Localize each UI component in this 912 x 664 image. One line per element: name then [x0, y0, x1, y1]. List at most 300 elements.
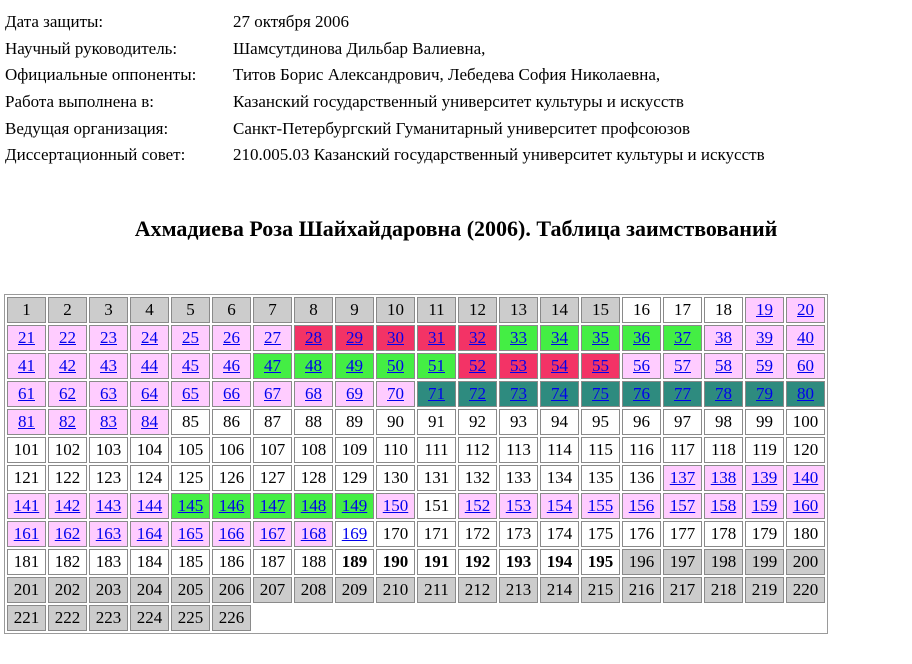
page-cell: 170	[376, 521, 415, 547]
page-cell: 119	[745, 437, 784, 463]
page-cell	[294, 325, 333, 351]
page-link[interactable]: 82	[59, 412, 76, 431]
page-link[interactable]: 143	[95, 496, 122, 515]
page-cell	[212, 521, 251, 547]
page-cell	[417, 353, 456, 379]
page-link[interactable]: 71	[428, 384, 445, 403]
page-cell	[294, 521, 333, 547]
page-cell: 1	[7, 297, 46, 323]
page-cell: 108	[294, 437, 333, 463]
page-cell: 175	[581, 521, 620, 547]
page-cell: 16	[622, 297, 661, 323]
page-cell: 114	[540, 437, 579, 463]
page-cell	[499, 381, 538, 407]
page-cell: 10	[376, 297, 415, 323]
page-cell	[171, 325, 210, 351]
page-link[interactable]: 55	[592, 356, 609, 375]
page-link[interactable]: 152	[464, 496, 491, 515]
page-cell: 98	[704, 409, 743, 435]
page-cell: 187	[253, 549, 292, 575]
page-link[interactable]: 72	[469, 384, 486, 403]
page-link[interactable]: 59	[756, 356, 773, 375]
page-link[interactable]: 44	[141, 356, 158, 375]
page-link[interactable]: 20	[797, 300, 814, 319]
page-cell	[417, 381, 456, 407]
page-link[interactable]: 31	[428, 328, 445, 347]
page-link[interactable]: 57	[674, 356, 691, 375]
page-link[interactable]: 76	[633, 384, 650, 403]
page-link[interactable]: 24	[141, 328, 158, 347]
page-cell: 87	[253, 409, 292, 435]
page-link[interactable]: 78	[715, 384, 732, 403]
page-cell	[458, 353, 497, 379]
page-cell	[786, 381, 825, 407]
page-cell	[581, 381, 620, 407]
page-link[interactable]: 19	[756, 300, 773, 319]
page-cell: 105	[171, 437, 210, 463]
page-cell: 205	[171, 577, 210, 603]
page-link[interactable]: 74	[551, 384, 568, 403]
page-cell: 220	[786, 577, 825, 603]
page-link[interactable]: 52	[469, 356, 486, 375]
page-cell	[130, 521, 169, 547]
page-link[interactable]: 164	[136, 524, 163, 543]
page-link[interactable]: 137	[669, 468, 696, 487]
page-link[interactable]: 35	[592, 328, 609, 347]
info-value: 210.005.03 Казанский государственный университет культуры и искусств	[233, 145, 765, 165]
page-link[interactable]: 169	[341, 524, 368, 543]
page-cell: 174	[540, 521, 579, 547]
page-cell	[89, 381, 128, 407]
page-cell	[335, 521, 374, 547]
page-link[interactable]: 48	[305, 356, 322, 375]
page-cell: 118	[704, 437, 743, 463]
page-title: Ахмадиева Роза Шайхайдаровна (2006). Таблица заимствований	[134, 216, 778, 241]
table-row	[7, 465, 825, 491]
page-link[interactable]: 145	[177, 496, 204, 515]
page-link[interactable]: 65	[182, 384, 199, 403]
page-cell	[745, 381, 784, 407]
page-cell: 2	[48, 297, 87, 323]
page-cell	[253, 493, 292, 519]
page-cell: 221	[7, 605, 46, 631]
table-row	[7, 325, 825, 351]
page-cell: 208	[294, 577, 333, 603]
info-row	[5, 89, 765, 116]
page-cell: 110	[376, 437, 415, 463]
page-cell: 12	[458, 297, 497, 323]
page-cell: 206	[212, 577, 251, 603]
page-link[interactable]: 25	[182, 328, 199, 347]
page-cell: 88	[294, 409, 333, 435]
page-cell: 17	[663, 297, 702, 323]
page-cell: 133	[499, 465, 538, 491]
page-cell: 13	[499, 297, 538, 323]
page-cell: 219	[745, 577, 784, 603]
page-cell: 193	[499, 549, 538, 575]
page-link[interactable]: 34	[551, 328, 568, 347]
page-cell: 111	[417, 437, 456, 463]
page-link[interactable]: 161	[13, 524, 40, 543]
page-cell	[622, 381, 661, 407]
page-cell: 198	[704, 549, 743, 575]
page-cell: 134	[540, 465, 579, 491]
page-cell	[663, 325, 702, 351]
page-link[interactable]: 42	[59, 356, 76, 375]
page-cell	[130, 381, 169, 407]
page-cell: 172	[458, 521, 497, 547]
page-cell: 204	[130, 577, 169, 603]
page-link[interactable]: 138	[710, 468, 737, 487]
page-link[interactable]: 29	[346, 328, 363, 347]
page-cell	[212, 325, 251, 351]
page-cell: 106	[212, 437, 251, 463]
info-label: Научный руководитель:	[5, 38, 178, 58]
info-value: Казанский государственный университет культуры и искусств	[233, 92, 684, 112]
page-link[interactable]: 81	[18, 412, 35, 431]
page-cell	[89, 409, 128, 435]
page-cell	[540, 381, 579, 407]
page-cell	[89, 353, 128, 379]
table-row	[7, 577, 825, 603]
page-link[interactable]: 168	[300, 524, 327, 543]
page-cell	[7, 521, 46, 547]
borrowing-table	[4, 294, 828, 634]
table-row	[7, 521, 825, 547]
table-row	[7, 297, 825, 323]
page-cell	[622, 493, 661, 519]
page-cell: 200	[786, 549, 825, 575]
page-link[interactable]: 41	[18, 356, 35, 375]
table-row	[7, 381, 825, 407]
page-cell: 96	[622, 409, 661, 435]
page-cell	[499, 353, 538, 379]
page-link[interactable]: 159	[751, 496, 778, 515]
page-cell: 207	[253, 577, 292, 603]
page-cell: 189	[335, 549, 374, 575]
page-link[interactable]: 39	[756, 328, 773, 347]
page-link[interactable]: 166	[218, 524, 245, 543]
page-cell: 188	[294, 549, 333, 575]
page-cell: 5	[171, 297, 210, 323]
page-cell	[294, 493, 333, 519]
page-link[interactable]: 40	[797, 328, 814, 347]
page-cell: 210	[376, 577, 415, 603]
page-cell: 212	[458, 577, 497, 603]
page-cell: 214	[540, 577, 579, 603]
page-cell	[130, 325, 169, 351]
page-cell	[89, 493, 128, 519]
table-row	[7, 605, 825, 631]
page-cell: 130	[376, 465, 415, 491]
table-row	[7, 409, 825, 435]
page-cell: 129	[335, 465, 374, 491]
dissertation-info	[5, 9, 765, 169]
page-cell: 113	[499, 437, 538, 463]
page-link[interactable]: 150	[382, 496, 409, 515]
page-cell	[745, 325, 784, 351]
table-row	[7, 549, 825, 575]
page-cell: 182	[48, 549, 87, 575]
page-link[interactable]: 165	[177, 524, 204, 543]
page-cell: 178	[704, 521, 743, 547]
page-cell	[581, 325, 620, 351]
page-cell	[458, 493, 497, 519]
page-cell	[376, 381, 415, 407]
page-cell: 103	[89, 437, 128, 463]
page-cell: 192	[458, 549, 497, 575]
page-link[interactable]: 58	[715, 356, 732, 375]
page-link[interactable]: 156	[628, 496, 655, 515]
page-cell	[335, 381, 374, 407]
page-link[interactable]: 53	[510, 356, 527, 375]
page-link[interactable]: 141	[13, 496, 40, 515]
page-cell	[499, 325, 538, 351]
page-cell	[704, 381, 743, 407]
info-value: Титов Борис Александрович, Лебедева София Николаевна,	[233, 65, 661, 85]
page-link[interactable]: 28	[305, 328, 322, 347]
page-link[interactable]: 147	[259, 496, 286, 515]
table-row	[7, 353, 825, 379]
page-cell: 194	[540, 549, 579, 575]
page-link[interactable]: 157	[669, 496, 696, 515]
page-cell	[786, 493, 825, 519]
page-link[interactable]: 62	[59, 384, 76, 403]
page-cell: 128	[294, 465, 333, 491]
page-cell: 4	[130, 297, 169, 323]
page-cell: 120	[786, 437, 825, 463]
page-cell: 116	[622, 437, 661, 463]
info-row	[5, 115, 765, 142]
page-link[interactable]: 83	[100, 412, 117, 431]
page-cell	[171, 521, 210, 547]
page-cell	[253, 325, 292, 351]
page-cell: 102	[48, 437, 87, 463]
page-cell: 209	[335, 577, 374, 603]
page-cell	[212, 493, 251, 519]
page-cell: 104	[130, 437, 169, 463]
page-link[interactable]: 139	[751, 468, 778, 487]
page-link[interactable]: 26	[223, 328, 240, 347]
page-cell: 217	[663, 577, 702, 603]
page-link[interactable]: 46	[223, 356, 240, 375]
page-cell	[130, 353, 169, 379]
page-cell: 109	[335, 437, 374, 463]
page-link[interactable]: 80	[797, 384, 814, 403]
page-cell	[540, 493, 579, 519]
page-cell	[171, 353, 210, 379]
page-cell	[704, 493, 743, 519]
info-label: Дата защиты:	[5, 12, 104, 32]
page-link[interactable]: 163	[95, 524, 122, 543]
page-cell: 8	[294, 297, 333, 323]
page-link[interactable]: 38	[715, 328, 732, 347]
page-link[interactable]: 84	[141, 412, 158, 431]
page-link[interactable]: 47	[264, 356, 281, 375]
page-link[interactable]: 37	[674, 328, 691, 347]
page-cell	[663, 493, 702, 519]
page-link[interactable]: 144	[136, 496, 163, 515]
page-link[interactable]: 22	[59, 328, 76, 347]
page-link[interactable]: 155	[587, 496, 614, 515]
page-cell: 186	[212, 549, 251, 575]
info-value: Шамсутдинова Дильбар Валиевна,	[233, 38, 486, 58]
page-link[interactable]: 67	[264, 384, 281, 403]
page-link[interactable]: 56	[633, 356, 650, 375]
page-cell: 15	[581, 297, 620, 323]
page-link[interactable]: 66	[223, 384, 240, 403]
page-cell	[212, 381, 251, 407]
page-link[interactable]: 32	[469, 328, 486, 347]
page-cell: 7	[253, 297, 292, 323]
page-link[interactable]: 75	[592, 384, 609, 403]
page-cell: 89	[335, 409, 374, 435]
page-cell: 216	[622, 577, 661, 603]
page-cell: 117	[663, 437, 702, 463]
page-cell	[704, 325, 743, 351]
page-cell: 185	[171, 549, 210, 575]
page-link[interactable]: 154	[546, 496, 573, 515]
page-link[interactable]: 77	[674, 384, 691, 403]
page-link[interactable]: 33	[510, 328, 527, 347]
page-link[interactable]: 148	[300, 496, 327, 515]
info-value: 27 октября 2006	[233, 12, 350, 32]
page-cell	[48, 493, 87, 519]
page-cell	[663, 381, 702, 407]
page-link[interactable]: 21	[18, 328, 35, 347]
page-cell	[786, 297, 825, 323]
page-cell: 179	[745, 521, 784, 547]
page-cell	[417, 325, 456, 351]
page-cell: 91	[417, 409, 456, 435]
page-cell: 201	[7, 577, 46, 603]
page-link[interactable]: 61	[18, 384, 35, 403]
page-link[interactable]: 153	[505, 496, 532, 515]
page-cell	[48, 325, 87, 351]
page-cell: 127	[253, 465, 292, 491]
page-link[interactable]: 54	[551, 356, 568, 375]
page-cell: 124	[130, 465, 169, 491]
page-link[interactable]: 162	[54, 524, 81, 543]
page-cell: 125	[171, 465, 210, 491]
page-link[interactable]: 73	[510, 384, 527, 403]
page-link[interactable]: 146	[218, 496, 245, 515]
page-cell: 222	[48, 605, 87, 631]
page-cell	[7, 493, 46, 519]
info-row	[5, 9, 765, 36]
page-cell: 11	[417, 297, 456, 323]
page-cell	[704, 465, 743, 491]
page-cell: 9	[335, 297, 374, 323]
info-label: Работа выполнена в:	[5, 92, 154, 112]
info-row	[5, 36, 765, 63]
page-link[interactable]: 23	[100, 328, 117, 347]
page-link[interactable]: 68	[305, 384, 322, 403]
page-link[interactable]: 60	[797, 356, 814, 375]
page-cell	[89, 325, 128, 351]
page-cell: 18	[704, 297, 743, 323]
page-link[interactable]: 64	[141, 384, 158, 403]
page-cell	[48, 521, 87, 547]
info-label: Официальные оппоненты:	[5, 65, 197, 85]
page-link[interactable]: 158	[710, 496, 737, 515]
page-cell: 195	[581, 549, 620, 575]
page-link[interactable]: 27	[264, 328, 281, 347]
page-link[interactable]: 36	[633, 328, 650, 347]
page-cell	[581, 353, 620, 379]
page-cell: 215	[581, 577, 620, 603]
page-link[interactable]: 79	[756, 384, 773, 403]
page-cell: 197	[663, 549, 702, 575]
page-cell: 86	[212, 409, 251, 435]
page-cell	[786, 465, 825, 491]
page-cell: 122	[48, 465, 87, 491]
page-link[interactable]: 63	[100, 384, 117, 403]
page-cell: 213	[499, 577, 538, 603]
page-cell: 6	[212, 297, 251, 323]
page-cell: 184	[130, 549, 169, 575]
page-cell	[89, 521, 128, 547]
page-cell: 202	[48, 577, 87, 603]
page-cell: 173	[499, 521, 538, 547]
page-cell	[130, 493, 169, 519]
info-row	[5, 142, 765, 169]
page-link[interactable]: 142	[54, 496, 81, 515]
page-cell	[335, 353, 374, 379]
page-cell	[663, 353, 702, 379]
page-link[interactable]: 49	[346, 356, 363, 375]
page-cell: 107	[253, 437, 292, 463]
page-cell	[745, 465, 784, 491]
page-cell: 180	[786, 521, 825, 547]
page-link[interactable]: 140	[792, 468, 819, 487]
page-cell	[786, 325, 825, 351]
page-cell: 94	[540, 409, 579, 435]
page-cell: 181	[7, 549, 46, 575]
page-cell: 226	[212, 605, 251, 631]
page-link[interactable]: 69	[346, 384, 363, 403]
page-cell: 101	[7, 437, 46, 463]
page-cell	[581, 493, 620, 519]
table-row	[7, 493, 825, 519]
page-cell: 126	[212, 465, 251, 491]
page-cell: 112	[458, 437, 497, 463]
page-cell	[540, 353, 579, 379]
page-cell: 199	[745, 549, 784, 575]
page-cell	[294, 353, 333, 379]
page-link[interactable]: 50	[387, 356, 404, 375]
page-cell	[7, 409, 46, 435]
page-cell	[7, 353, 46, 379]
page-cell	[294, 381, 333, 407]
page-link[interactable]: 43	[100, 356, 117, 375]
page-link[interactable]: 45	[182, 356, 199, 375]
page-link[interactable]: 167	[259, 524, 286, 543]
page-cell	[253, 353, 292, 379]
page-cell	[48, 353, 87, 379]
page-cell: 115	[581, 437, 620, 463]
page-link[interactable]: 160	[792, 496, 819, 515]
page-link[interactable]: 70	[387, 384, 404, 403]
page-link[interactable]: 51	[428, 356, 445, 375]
info-row	[5, 62, 765, 89]
page-cell: 92	[458, 409, 497, 435]
page-cell: 171	[417, 521, 456, 547]
page-cell: 176	[622, 521, 661, 547]
page-link[interactable]: 149	[341, 496, 368, 515]
page-link[interactable]: 30	[387, 328, 404, 347]
page-cell	[458, 381, 497, 407]
